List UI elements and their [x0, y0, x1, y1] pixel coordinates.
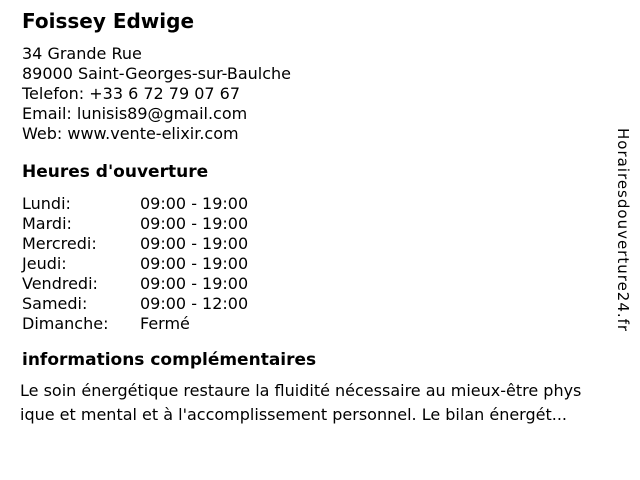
time-value: 09:00 - 19:00 — [140, 274, 249, 293]
table-row — [22, 274, 248, 294]
table-row — [22, 314, 248, 334]
time-value: 09:00 - 12:00 — [140, 294, 249, 313]
day-label: Dimanche: — [22, 314, 109, 333]
table-row — [22, 214, 248, 234]
day-label: Jeudi: — [22, 254, 67, 273]
page-title: Foissey Edwige — [22, 9, 195, 33]
additional-info-text — [20, 379, 581, 427]
contact-block — [22, 44, 291, 144]
website-line[interactable]: Web: www.vente-elixir.com — [22, 124, 239, 143]
opening-hours-heading: Heures d'ouverture — [22, 162, 209, 182]
table-row — [22, 194, 248, 214]
time-value: 09:00 - 19:00 — [140, 234, 249, 253]
site-branding-vertical: Horairesdouverture24.fr — [614, 128, 632, 333]
phone-line: Telefon: +33 6 72 79 07 67 — [22, 84, 241, 103]
address-city: 89000 Saint-Georges-sur-Baulche — [22, 64, 291, 83]
address-street: 34 Grande Rue — [22, 44, 142, 63]
info-text-line1: Le soin énergétique restaure la fluidité nécessaire au mieux-être phys — [20, 381, 582, 400]
time-value: 09:00 - 19:00 — [140, 194, 249, 213]
opening-hours-table — [22, 194, 248, 334]
table-row — [22, 294, 248, 314]
day-label: Lundi: — [22, 194, 71, 213]
email-line[interactable]: Email: lunisis89@gmail.com — [22, 104, 248, 123]
day-label: Mardi: — [22, 214, 72, 233]
day-label: Samedi: — [22, 294, 88, 313]
time-value: Fermé — [140, 314, 190, 333]
time-value: 09:00 - 19:00 — [140, 254, 249, 273]
day-label: Mercredi: — [22, 234, 97, 253]
table-row — [22, 254, 248, 274]
additional-info-heading: informations complémentaires — [22, 350, 317, 370]
day-label: Vendredi: — [22, 274, 98, 293]
table-row — [22, 234, 248, 254]
info-text-line2: ique et mental et à l'accomplissement personnel. Le bilan énergét... — [20, 405, 567, 424]
time-value: 09:00 - 19:00 — [140, 214, 249, 233]
